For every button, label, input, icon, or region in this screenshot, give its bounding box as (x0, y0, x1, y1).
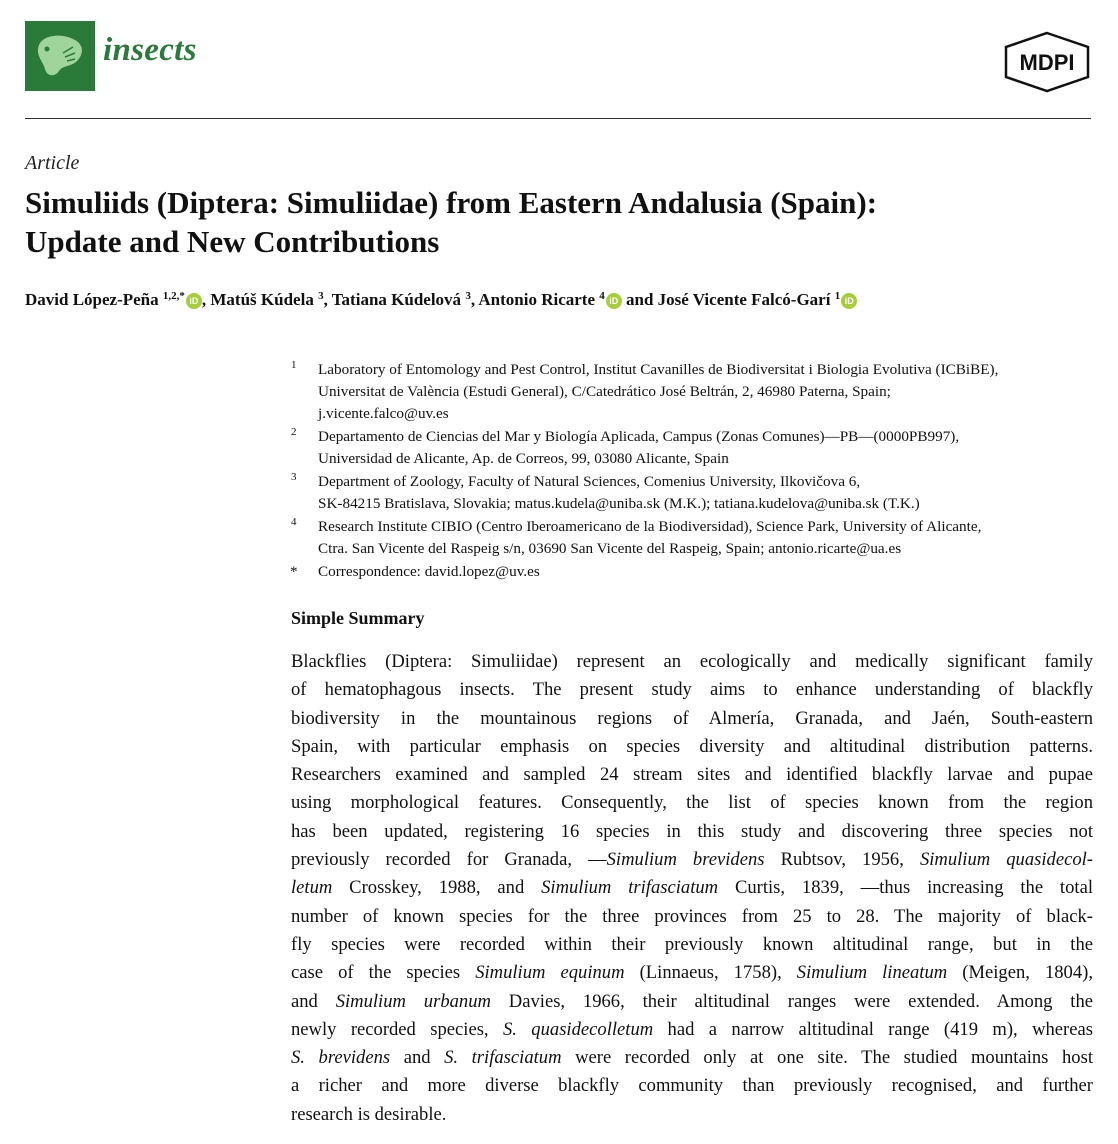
paper-title (25, 183, 1105, 261)
affiliation-marker: 1 (291, 359, 297, 371)
summary-text: were recorded only at one site. The studied mountains host (561, 1047, 1093, 1069)
species-name: S. brevidens (291, 1047, 391, 1069)
affiliation-line: j.vicente.falco@uv.es (318, 405, 449, 422)
summary-text: (Meigen, 1804), (947, 962, 1093, 984)
summary-text: Curtis, 1839, —thus increasing the total (718, 877, 1093, 899)
author-list (25, 290, 1105, 310)
species-name: Simulium equinum (475, 962, 625, 984)
affiliation-item (287, 561, 1097, 583)
summary-text: Blackflies (Diptera: Simuliidae) represent an ecologically and medically significant family (291, 651, 1093, 672)
author-affiliation-marker: 3 (465, 290, 471, 302)
summary-line (291, 846, 1093, 874)
summary-text: fly species were recorded within their previously known altitudinal range, but in the (291, 933, 1093, 955)
title-line-2: Update and New Contributions (25, 224, 440, 259)
author-separator: and (621, 290, 658, 309)
summary-text: (Linnaeus, 1758), (624, 962, 797, 984)
summary-line (291, 874, 1093, 902)
species-name: Simulium lineatum (796, 962, 948, 984)
summary-text: Davies, 1966, their altitudinal ranges were extended. Among the (490, 990, 1093, 1012)
header-divider (25, 118, 1091, 119)
author-name: David López-Peña (25, 290, 159, 309)
affiliation-line: Universidad de Alicante, Ap. de Correos, 99, 03080 Alicante, Spain (318, 450, 729, 467)
summary-text: has been updated, registering 16 species in this study and discovering three species not (291, 820, 1093, 842)
author-affiliation-marker: 4 (599, 290, 605, 302)
author-name: Antonio Ricarte (478, 290, 595, 309)
summary-line (291, 733, 1093, 761)
summary-line (291, 789, 1093, 817)
author-name: Tatiana Kúdelová (331, 290, 462, 309)
species-name: Simulium quasidecol- (919, 849, 1093, 871)
author-affiliation-marker: 1 (834, 290, 841, 302)
affiliation-line: SK-84215 Bratislava, Slovakia; matus.kudela@uniba.sk (M.K.); tatiana.kudelova@uniba.sk (T.K.) (318, 495, 920, 512)
summary-text: Rubtsov, 1956, (764, 849, 920, 871)
author-separator: , (470, 290, 479, 309)
orcid-icon[interactable]: iD (186, 293, 202, 309)
affiliation-item (287, 516, 1097, 560)
affiliation-line: Department of Zoology, Faculty of Natural Sciences, Comenius University, Ilkovičova 6, (318, 473, 861, 490)
summary-text: research is desirable. (291, 1103, 447, 1125)
summary-line (291, 1072, 1093, 1100)
author-name: Matúš Kúdela (210, 290, 314, 309)
species-name: Simulium urbanum (335, 990, 491, 1012)
summary-text: using morphological features. Consequently, the list of species known from the region (291, 792, 1093, 814)
species-name: S. quasidecolletum (502, 1018, 654, 1040)
summary-text: case of the species (291, 962, 476, 984)
species-name: letum (291, 877, 333, 899)
insects-journal-logo-icon (33, 31, 87, 81)
affiliation-line: Research Institute CIBIO (Centro Iberoamericano de la Biodiversidad), Science Park, University of Alicante, (318, 518, 982, 535)
summary-text: Spain, with particular emphasis on species diversity and altitudinal distribution patterns. (291, 735, 1093, 757)
species-name: Simulium brevidens (606, 849, 765, 871)
summary-line (291, 818, 1093, 846)
journal-name: insects (103, 32, 197, 68)
affiliation-line: Correspondence: david.lopez@uv.es (318, 563, 540, 580)
summary-line (291, 903, 1093, 931)
affiliation-item (287, 471, 1097, 515)
summary-line (291, 648, 1093, 676)
affiliation-line: Ctra. San Vicente del Raspeig s/n, 03690 San Vicente del Raspeig, Spain; antonio.ricarte@ua.es (318, 540, 902, 557)
affiliation-line: Universitat de València (Estudi General), C/Catedrático José Beltrán, 2, 46980 Paterna, Spain; (318, 383, 891, 400)
article-type: Article (25, 152, 80, 174)
mdpi-logo-text: MDPI (1019, 50, 1075, 75)
summary-line (291, 1101, 1093, 1129)
summary-text: and (390, 1047, 445, 1069)
summary-text: previously recorded for Granada, — (291, 849, 607, 871)
summary-text: of hematophagous insects. The present study aims to enhance understanding of blackfly (291, 679, 1093, 701)
author-name: José Vicente Falcó-Garí (657, 290, 831, 309)
species-name: S. trifasciatum (444, 1047, 562, 1069)
summary-text: number of known species for the three provinces from 25 to 28. The majority of black- (291, 905, 1093, 927)
summary-line (291, 1016, 1093, 1044)
author-affiliation-marker: 1,2,* (162, 290, 185, 302)
summary-line (291, 959, 1093, 987)
journal-logo (25, 21, 95, 91)
summary-text: and (291, 990, 336, 1012)
species-name: Simulium trifasciatum (541, 877, 719, 899)
simple-summary-body (291, 648, 1093, 1129)
affiliation-item (287, 359, 1097, 425)
author-affiliation-marker: 3 (318, 290, 324, 302)
affiliation-marker: 4 (291, 516, 297, 528)
author-separator: , (323, 290, 332, 309)
summary-text: newly recorded species, (291, 1018, 503, 1040)
orcid-icon[interactable]: iD (606, 293, 622, 309)
author-separator: , (201, 290, 211, 309)
summary-line (291, 931, 1093, 959)
summary-text: Researchers examined and sampled 24 stream sites and identified blackfly larvae and pupae (291, 764, 1093, 786)
affiliation-marker: * (290, 564, 298, 580)
summary-line (291, 761, 1093, 789)
affiliations (287, 359, 1097, 584)
affiliation-marker: 3 (291, 471, 297, 483)
summary-line (291, 1044, 1093, 1072)
summary-text: Crosskey, 1988, and (332, 877, 542, 899)
title-line-1: Simuliids (Diptera: Simuliidae) from Eastern Andalusia (Spain): (25, 185, 878, 220)
affiliation-line: Departamento de Ciencias del Mar y Biología Aplicada, Campus (Zonas Comunes)—PB—(0000PB997), (318, 428, 960, 445)
orcid-icon[interactable]: iD (841, 293, 857, 309)
summary-line (291, 705, 1093, 733)
summary-line (291, 988, 1093, 1016)
mdpi-logo (1001, 30, 1093, 99)
summary-line (291, 676, 1093, 704)
affiliation-line: Laboratory of Entomology and Pest Control, Institut Cavanilles de Biodiversitat i Biologia Evolutiva (ICBiBE), (318, 361, 999, 378)
summary-text: had a narrow altitudinal range (419 m), whereas (653, 1018, 1093, 1040)
affiliation-marker: 2 (291, 426, 297, 438)
summary-text: biodiversity in the mountainous regions of Almería, Granada, and Jaén, South-eastern (291, 707, 1093, 729)
simple-summary-heading: Simple Summary (291, 608, 425, 628)
affiliation-item (287, 426, 1097, 470)
summary-text: a richer and more diverse blackfly community than previously recognised, and further (291, 1075, 1093, 1097)
